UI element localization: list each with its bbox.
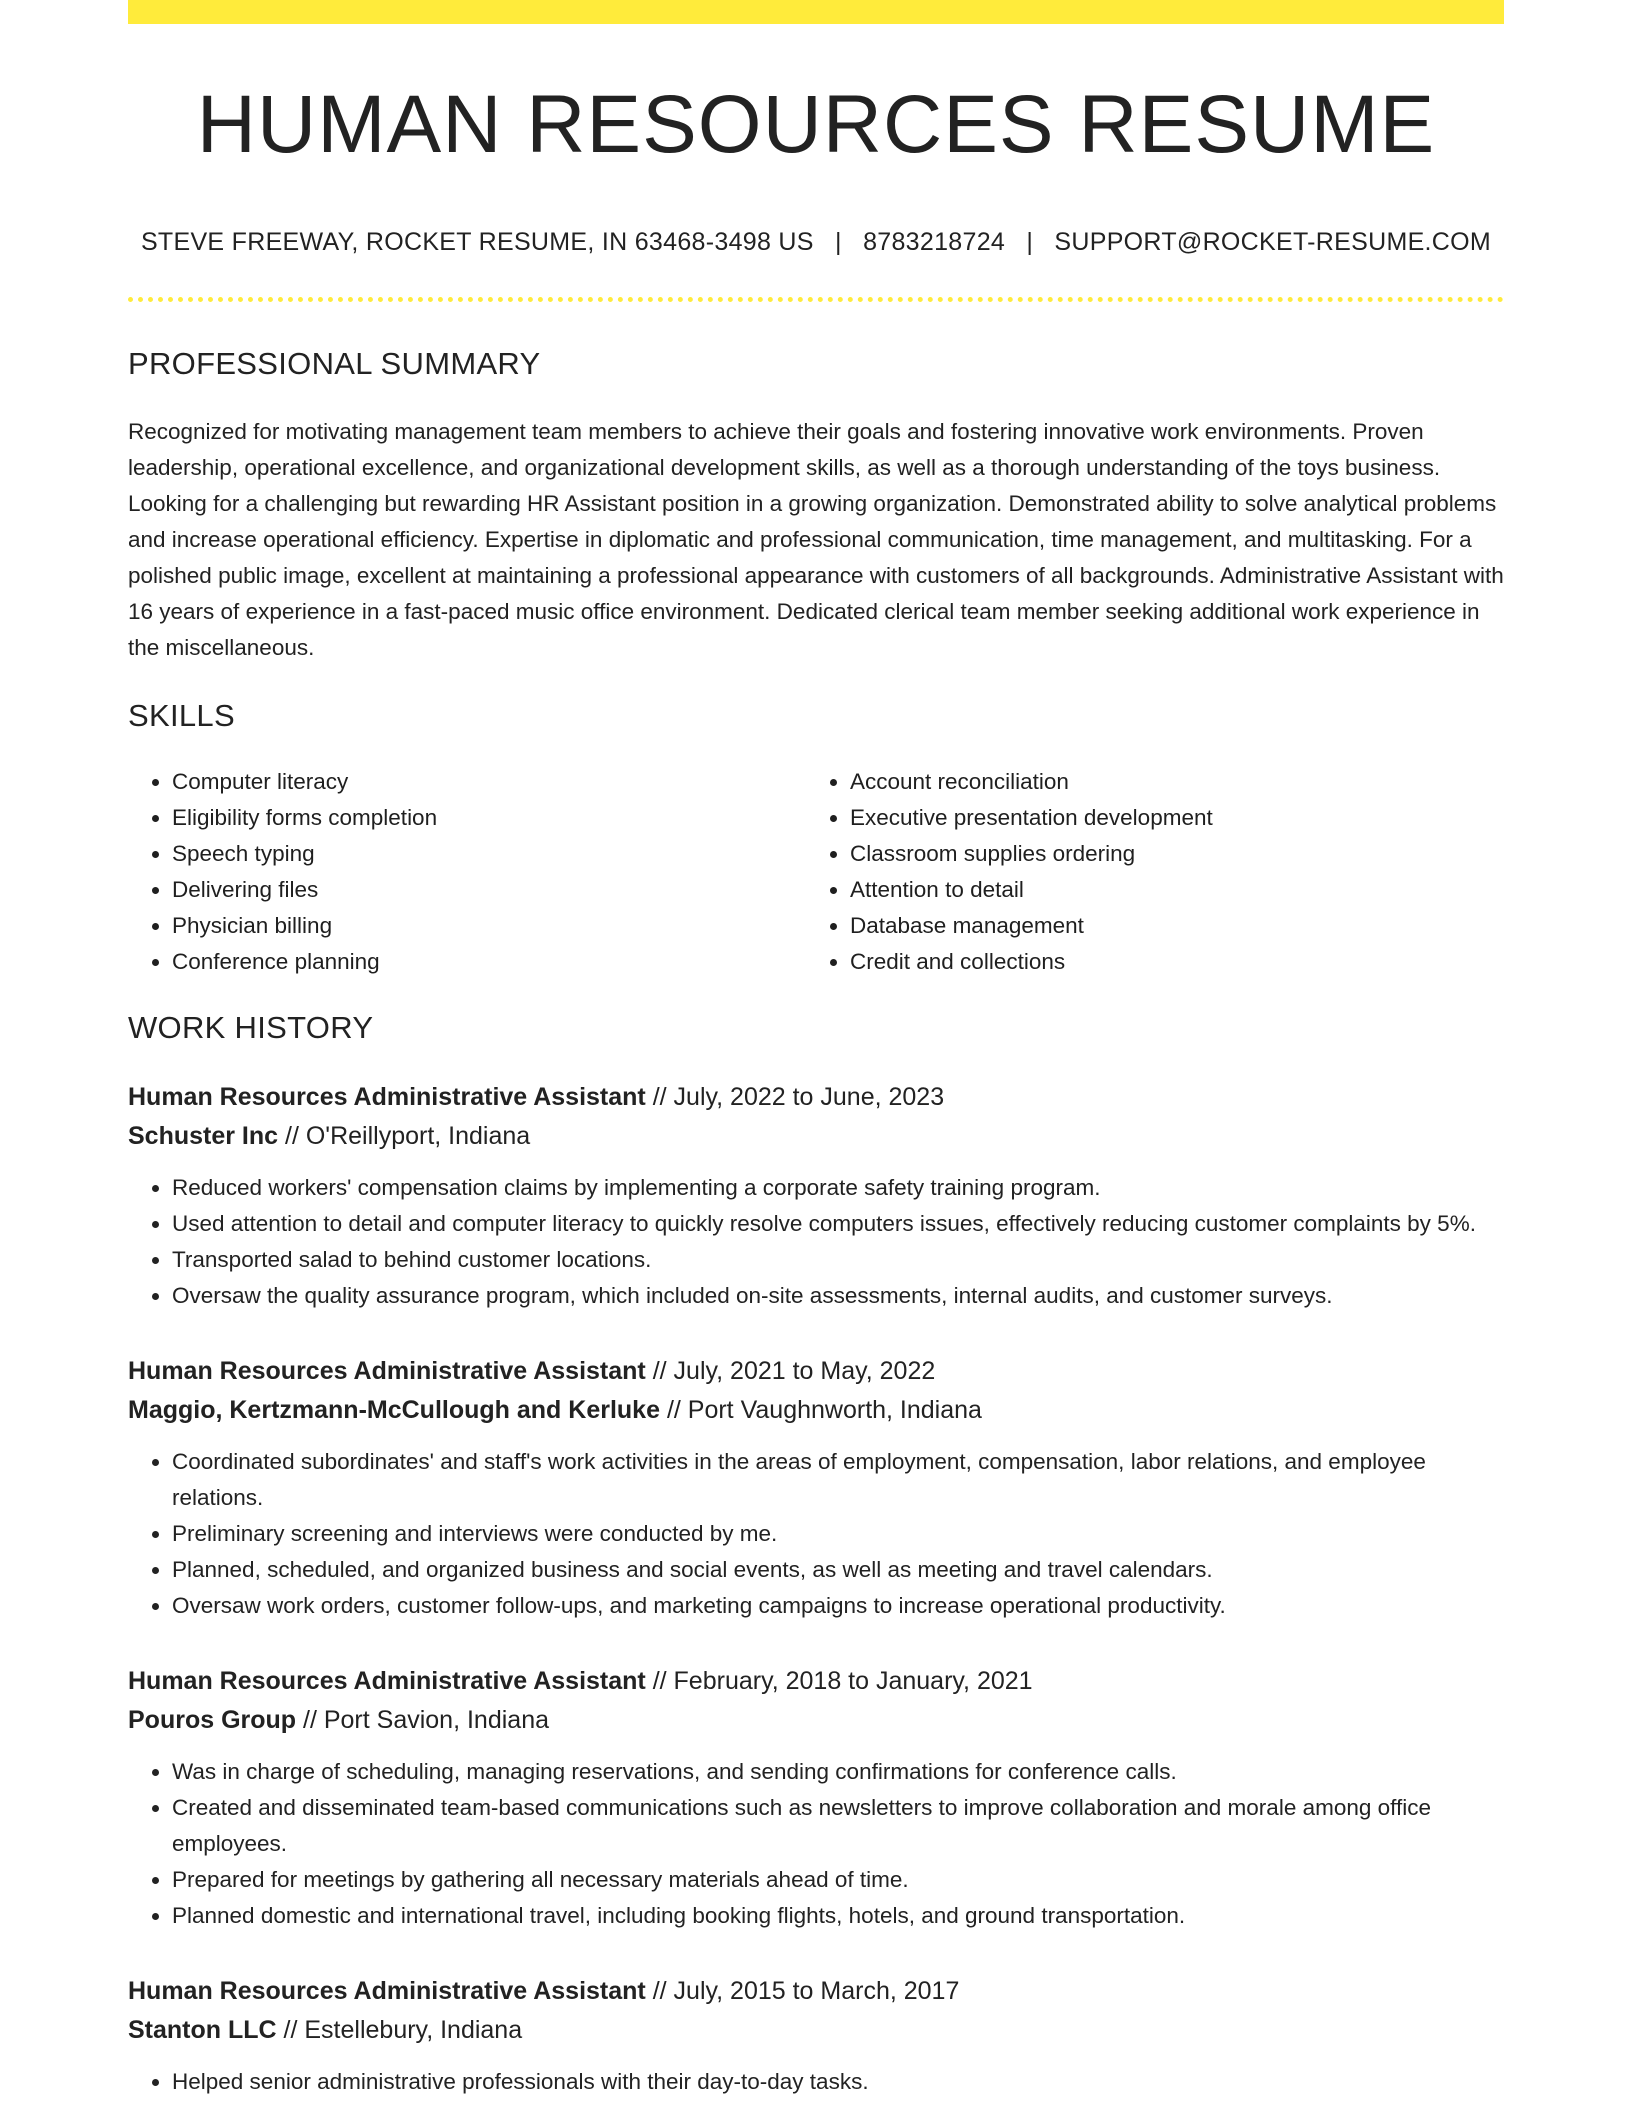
skill-item: • Account reconciliation bbox=[850, 764, 1484, 800]
resume-title: HUMAN RESOURCES RESUME bbox=[196, 79, 1436, 170]
job-bullet: • Planned domestic and international travel, including booking flights, hotels, and ground transportation. bbox=[172, 1898, 1504, 1934]
top-accent-bar bbox=[128, 0, 1504, 24]
job-bullet: • Oversaw the quality assurance program, which included on-site assessments, internal audits, and customer surveys. bbox=[172, 1278, 1504, 1314]
job-bullets bbox=[128, 2064, 1504, 2100]
job-company-line bbox=[128, 2011, 1504, 2050]
skills-list-right bbox=[806, 764, 1484, 980]
skills-columns bbox=[128, 764, 1504, 980]
job-bullet: • Transported salad to behind customer locations. bbox=[172, 1242, 1504, 1278]
job-entry bbox=[128, 1352, 1504, 1624]
job-title-line bbox=[128, 1078, 1504, 1117]
job-location: // Port Vaughnworth, Indiana bbox=[666, 1396, 982, 1425]
skill-item: • Classroom supplies ordering bbox=[850, 836, 1484, 872]
job-entry bbox=[128, 1662, 1504, 1934]
skill-item: • Database management bbox=[850, 908, 1484, 944]
skill-item: • Eligibility forms completion bbox=[172, 800, 806, 836]
skills-heading: SKILLS bbox=[128, 698, 235, 734]
job-bullet: • Created and disseminated team-based communications such as newsletters to improve collaboration and morale among office employees. bbox=[172, 1790, 1504, 1862]
job-title: Human Resources Administrative Assistant bbox=[128, 1083, 646, 1112]
job-bullets bbox=[128, 1170, 1504, 1314]
contact-separator: | bbox=[835, 228, 842, 257]
job-location: // O'Reillyport, Indiana bbox=[285, 1122, 531, 1151]
skill-item: • Credit and collections bbox=[850, 944, 1484, 980]
resume-page bbox=[128, 0, 1504, 2100]
job-bullet: • Coordinated subordinates' and staff's work activities in the areas of employment, compensation, labor relations, and employee relations. bbox=[172, 1444, 1504, 1516]
work-history-section bbox=[128, 1010, 1504, 2100]
dotted-divider bbox=[128, 297, 1504, 302]
skill-item: • Speech typing bbox=[172, 836, 806, 872]
job-entry bbox=[128, 1078, 1504, 1314]
job-bullets bbox=[128, 1444, 1504, 1624]
skill-item: • Physician billing bbox=[172, 908, 806, 944]
job-title-line bbox=[128, 1972, 1504, 2011]
job-location: // Estellebury, Indiana bbox=[283, 2016, 523, 2045]
job-bullet: • Prepared for meetings by gathering all necessary materials ahead of time. bbox=[172, 1862, 1504, 1898]
skill-item: • Conference planning bbox=[172, 944, 806, 980]
job-company: Maggio, Kertzmann-McCullough and Kerluke bbox=[128, 1396, 660, 1425]
summary-heading: PROFESSIONAL SUMMARY bbox=[128, 346, 541, 382]
work-history-heading: WORK HISTORY bbox=[128, 1010, 374, 1046]
job-company: Pouros Group bbox=[128, 1706, 297, 1735]
job-title: Human Resources Administrative Assistant bbox=[128, 1357, 646, 1386]
job-company: Stanton LLC bbox=[128, 2016, 277, 2045]
job-title: Human Resources Administrative Assistant bbox=[128, 1977, 646, 2006]
job-company-line bbox=[128, 1391, 1504, 1430]
job-company-line bbox=[128, 1701, 1504, 1740]
skill-item: • Delivering files bbox=[172, 872, 806, 908]
jobs-list bbox=[128, 1078, 1504, 2100]
job-bullet: • Helped senior administrative professionals with their day-to-day tasks. bbox=[172, 2064, 1504, 2100]
skills-section bbox=[128, 698, 1504, 980]
contact-separator: | bbox=[1026, 228, 1034, 257]
job-title-line bbox=[128, 1662, 1504, 1701]
job-location: // Port Savion, Indiana bbox=[303, 1706, 549, 1735]
skill-item: • Attention to detail bbox=[850, 872, 1484, 908]
contact-phone: 8783218724 bbox=[863, 228, 1006, 257]
job-dates: // July, 2021 to May, 2022 bbox=[652, 1357, 936, 1386]
job-bullet: • Used attention to detail and computer literacy to quickly resolve computers issues, effectively reducing customer complaints by 5%. bbox=[172, 1206, 1504, 1242]
job-bullet: • Planned, scheduled, and organized business and social events, as well as meeting and travel calendars. bbox=[172, 1552, 1504, 1588]
job-dates: // July, 2022 to June, 2023 bbox=[652, 1083, 945, 1112]
job-bullet: • Reduced workers' compensation claims by implementing a corporate safety training program. bbox=[172, 1170, 1504, 1206]
skills-list-left bbox=[128, 764, 806, 980]
summary-text: Recognized for motivating management team members to achieve their goals and fostering innovative work environments. Proven leadership, operational excellence, and organizational development skills, as well as a thorough understanding of the toys business. Looking for a challenging but rewarding HR Assistant position in a growing organization. Demonstrated ability to solve analytical problems and increase operational efficiency. Expertise in diplomatic and professional communication, time management, and multitasking. For a polished public image, excellent at maintaining a professional appearance with customers of all backgrounds. Administrative Assistant with 16 years of experience in a fast-paced music office environment. Dedicated clerical team member seeking additional work experience in the miscellaneous. bbox=[128, 419, 1504, 661]
job-title-line bbox=[128, 1352, 1504, 1391]
summary-section bbox=[128, 346, 1504, 666]
job-company-line bbox=[128, 1117, 1504, 1156]
job-title: Human Resources Administrative Assistant bbox=[128, 1667, 646, 1696]
job-bullet: • Oversaw work orders, customer follow-ups, and marketing campaigns to increase operational productivity. bbox=[172, 1588, 1504, 1624]
skill-item: • Executive presentation development bbox=[850, 800, 1484, 836]
job-bullet: • Preliminary screening and interviews were conducted by me. bbox=[172, 1516, 1504, 1552]
contact-line bbox=[128, 228, 1504, 257]
skill-item: • Computer literacy bbox=[172, 764, 806, 800]
contact-email: SUPPORT@ROCKET-RESUME.COM bbox=[1054, 228, 1492, 257]
contact-address: STEVE FREEWAY, ROCKET RESUME, IN 63468-3498 US bbox=[140, 228, 814, 257]
job-entry bbox=[128, 1972, 1504, 2100]
job-company: Schuster Inc bbox=[128, 1122, 279, 1151]
job-dates: // February, 2018 to January, 2021 bbox=[652, 1667, 1033, 1696]
job-dates: // July, 2015 to March, 2017 bbox=[652, 1977, 960, 2006]
job-bullet: • Was in charge of scheduling, managing reservations, and sending confirmations for conference calls. bbox=[172, 1754, 1504, 1790]
job-bullets bbox=[128, 1754, 1504, 1934]
